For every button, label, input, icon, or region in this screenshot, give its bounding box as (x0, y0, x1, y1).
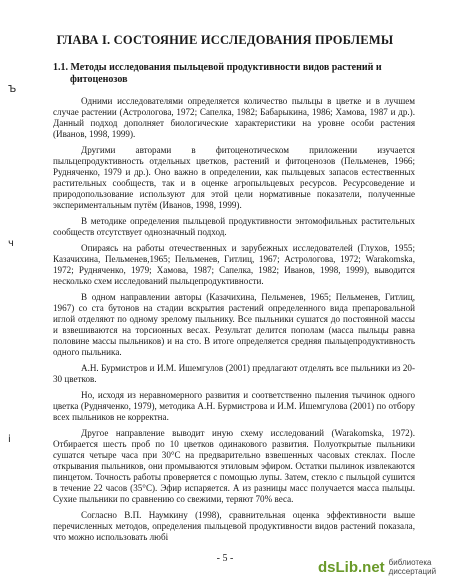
section-heading-line2: фитоценозов (70, 74, 128, 85)
chapter-title: ГЛАВА I. СОСТОЯНИЕ ИССЛЕДОВАНИЯ ПРОБЛЕМЫ (56, 33, 394, 47)
paragraph: Согласно В.П. Наумкину (1998), сравнительная оценка эффективности выше перечисленных методов, определения пыльцевой продуктивности видов растений показала, что можно использовать любі (53, 509, 415, 543)
watermark-subtitle: библиотека диссертаций (388, 558, 437, 576)
section-heading-line1: 1.1. Методы исследования пыльцевой продуктивности видов растений и (53, 62, 382, 73)
paragraph: Опираясь на работы отечественных и зарубежных исследователей (Глухов, 1955; Казачихина, Пельменев,1965; Пельменев, Гитлиц, 1967; Астрологова, 1972; Warakomska, 1972; Рудняченко, 1979; Хамова, 1987; Сапелка, 1982; Иванов, 1998, 1999), выводится несколько схем исследований пыльцепродуктивности. (53, 242, 415, 287)
paragraph: Одними исследователями определяется количество пыльцы в цветке и в лучшем случае растении (Астрологова, 1972; Сапелка, 1982; Бабарыкина, 1986; Хамова, 1987 и др.). Данный подход дополняет биологические характеристики на уровне особи растения (Иванов, 1998, 1999). (53, 96, 415, 140)
page-number: - 5 - (216, 553, 234, 564)
paragraph: Другими авторами в фитоценотическом приложении изучается пыльцепродуктивность отдельных цветков, растений и фитоценозов (Пельменев, 1966; Рудняченко, 1979 и др.). Оно важно в определении, как пыльцевых запасов естественных растительных сообществ, так и в оценке агропыльцевых ресурсов. Ресурсоведение и природопользование используют для этой цели нормативные показатели, полученные экспериментальным путём (Иванов, 1998, 1999). (53, 144, 415, 211)
paragraph: В методике определения пыльцевой продуктивности энтомофильных растительных сообществ отсутствует однозначный подход. (53, 216, 415, 238)
paragraph: В одном направлении авторы (Казачихина, Пельменев, 1965; Пельменев, Гитлиц, 1967) со ста бутонов на стадии вскрытия растений определенного вида препаровальной иглой отделяют по одному зрелому пыльнику. Все пыльники сушатся до постоянной массы и взвешиваются на торсионных весах. Результат делится пополам (масса пыльцы равна половине массы пыльников) и на сто. В итоге определяется средняя пыльцепродуктивность одного пыльника. (53, 291, 415, 358)
watermark[interactable] (318, 554, 448, 580)
watermark-logo: dsLib.net (318, 558, 385, 576)
margin-mark: ч (8, 238, 14, 249)
margin-mark: і (8, 434, 11, 445)
margin-mark: Ъ (8, 84, 17, 95)
paragraph: Но, исходя из неравномерного развития и соответственно пыления тычинок одного цветка (Рудняченко, 1979), методика А.Н. Бурмистрова и И.М. Ишемгулова (2001) по отбору всех пыльников не корректна. (53, 389, 415, 422)
paragraph: Другое направление выводит иную схему исследований (Warakomska, 1972). Отбирается шесть проб по 10 цветков одинакового развития. Полуоткрытые пыльники сушатся четыре часа при 30°С на предварительно взвешенных часовых стеклах. После открывания пыльников, они промываются этиловым эфиром. Остатки пылинок извлекаются пинцетом. Точность работы проверяется с помощью лупы. Затем, стекло с пыльцой сушится в течение 22 часов (35°С). Эфир испаряется. А из разницы масс получается масса пыльцы. Сухие пыльники по сравнению со свежими, теряют 70% веса. (53, 427, 415, 505)
paragraph: А.Н. Бурмистров и И.М. Ишемгулов (2001) предлагают отделять все пыльники из 20-30 цветков. (53, 363, 415, 385)
body-text (53, 96, 415, 548)
section-heading (53, 62, 415, 86)
